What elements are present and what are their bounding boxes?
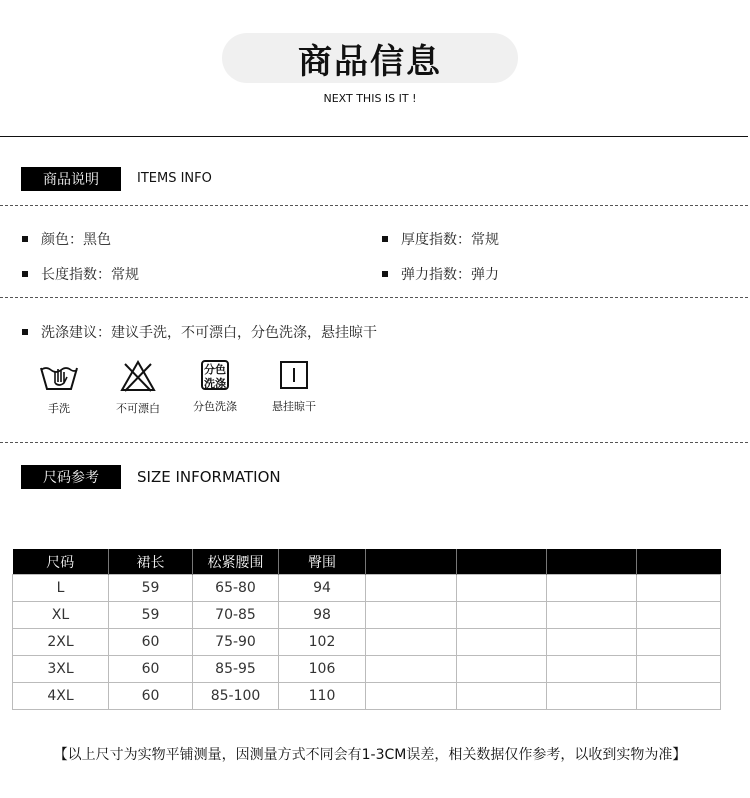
table-cell: 70-85 <box>193 602 279 629</box>
attribute-item <box>22 264 139 284</box>
table-cell <box>547 629 637 656</box>
measurement-note: 【以上尺寸为实物平铺测量，因测量方式不同会有1-3CM误差，相关数据仅作参考，以收到实物为准】 <box>53 747 687 763</box>
wash-label: 悬挂晾干 <box>272 400 316 413</box>
wash-item-separate-wash <box>180 360 250 414</box>
table-cell <box>547 683 637 710</box>
wash-label: 分色洗涤 <box>193 400 237 413</box>
attribute-text: 颜色：黑色 <box>41 232 111 248</box>
divider-dashed <box>0 297 748 298</box>
wash-label: 不可漂白 <box>116 402 160 415</box>
wash-advice <box>22 322 377 342</box>
table-row <box>13 602 721 629</box>
table-cell: 98 <box>279 602 366 629</box>
table-cell <box>637 683 721 710</box>
hang-dry-icon <box>279 360 309 390</box>
table-cell: 3XL <box>13 656 109 683</box>
table-cell: 59 <box>109 575 193 602</box>
column-header <box>366 549 457 575</box>
separate-wash-glyph-line1: 分色 <box>204 363 226 376</box>
column-header: 松紧腰围 <box>193 549 279 575</box>
divider-dashed <box>0 205 748 206</box>
title-banner <box>222 33 518 83</box>
table-cell: 65-80 <box>193 575 279 602</box>
size-table <box>12 549 721 710</box>
table-cell <box>366 656 457 683</box>
table-cell <box>547 656 637 683</box>
table-cell: 75-90 <box>193 629 279 656</box>
table-cell <box>457 656 547 683</box>
separate-wash-glyph-line2: 洗涤 <box>204 377 226 390</box>
page-subtitle: NEXT THIS IS IT ! <box>323 92 417 105</box>
table-cell: 2XL <box>13 629 109 656</box>
table-cell: 60 <box>109 683 193 710</box>
table-cell: 85-95 <box>193 656 279 683</box>
table-cell <box>366 683 457 710</box>
attribute-item <box>22 229 111 249</box>
separate-wash-icon <box>201 360 229 390</box>
table-cell <box>457 602 547 629</box>
table-row <box>13 575 721 602</box>
table-cell: 4XL <box>13 683 109 710</box>
table-cell <box>637 575 721 602</box>
table-cell <box>457 575 547 602</box>
table-cell <box>637 602 721 629</box>
attribute-text: 厚度指数：常规 <box>401 232 499 248</box>
table-row <box>13 629 721 656</box>
table-row <box>13 656 721 683</box>
table-cell <box>547 602 637 629</box>
table-cell: 106 <box>279 656 366 683</box>
column-header <box>547 549 637 575</box>
table-cell <box>366 602 457 629</box>
table-cell: 60 <box>109 629 193 656</box>
items-section-label: 商品说明 <box>21 167 121 191</box>
items-section-label-en: ITEMS INFO <box>137 171 212 186</box>
header-divider <box>0 136 748 137</box>
table-header-row <box>13 549 721 575</box>
attribute-item <box>382 264 499 284</box>
table-cell <box>366 629 457 656</box>
attribute-text: 长度指数：常规 <box>41 267 139 283</box>
bullet-icon <box>22 236 28 242</box>
size-section-label: 尺码参考 <box>21 465 121 489</box>
size-section-label-en: SIZE INFORMATION <box>137 468 281 486</box>
wash-item-hand-wash <box>24 360 94 416</box>
table-cell <box>457 629 547 656</box>
attribute-text: 弹力指数：弹力 <box>401 267 499 283</box>
wash-label: 手洗 <box>48 402 70 415</box>
bullet-icon <box>382 236 388 242</box>
wash-advice-text: 洗涤建议：建议手洗，不可漂白，分色洗涤，悬挂晾干 <box>41 325 377 341</box>
column-header: 尺码 <box>13 549 109 575</box>
table-cell: 85-100 <box>193 683 279 710</box>
divider-dashed <box>0 442 748 443</box>
bullet-icon <box>22 271 28 277</box>
table-cell: 60 <box>109 656 193 683</box>
column-header: 臀围 <box>279 549 366 575</box>
wash-item-no-bleach <box>103 360 173 416</box>
table-cell <box>457 683 547 710</box>
table-cell <box>366 575 457 602</box>
table-cell: XL <box>13 602 109 629</box>
table-row <box>13 683 721 710</box>
column-header <box>637 549 721 575</box>
hand-wash-icon <box>38 360 80 392</box>
table-cell: 94 <box>279 575 366 602</box>
bullet-icon <box>382 271 388 277</box>
table-cell: 110 <box>279 683 366 710</box>
table-cell: L <box>13 575 109 602</box>
column-header <box>457 549 547 575</box>
no-bleach-icon <box>120 360 156 392</box>
table-cell: 102 <box>279 629 366 656</box>
table-cell: 59 <box>109 602 193 629</box>
table-cell <box>547 575 637 602</box>
column-header: 裙长 <box>109 549 193 575</box>
bullet-icon <box>22 329 28 335</box>
page-title: 商品信息 <box>298 41 442 82</box>
wash-item-hang-dry <box>259 360 329 414</box>
table-cell <box>637 656 721 683</box>
table-cell <box>637 629 721 656</box>
attribute-item <box>382 229 499 249</box>
